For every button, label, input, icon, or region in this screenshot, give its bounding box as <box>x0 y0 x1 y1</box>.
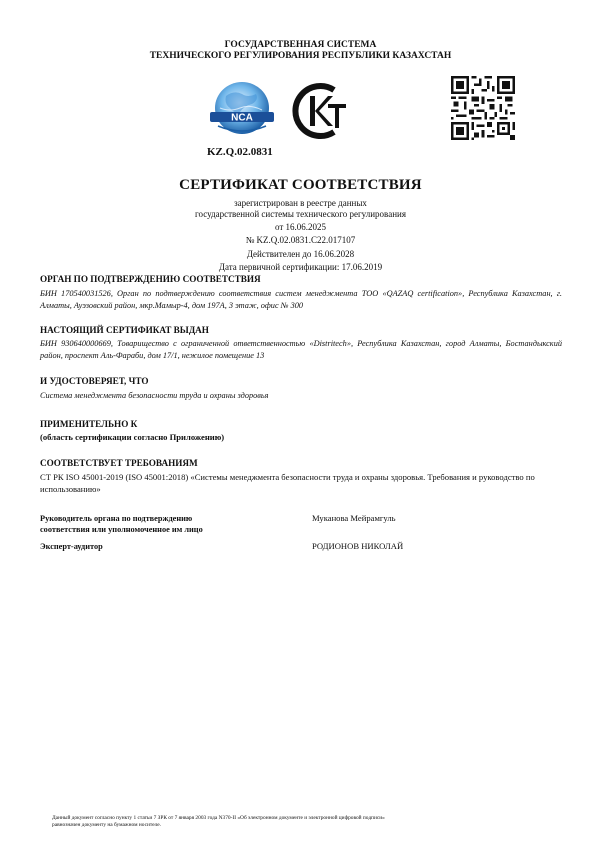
section-heading-issued: НАСТОЯЩИЙ СЕРТИФИКАТ ВЫДАН <box>40 325 209 335</box>
section-subheading-applies: (область сертификации согласно Приложению) <box>40 432 225 442</box>
section-text-certifies: Система менеджмента безопасности труда и охраны здоровья <box>40 391 269 400</box>
signature-expert-name: РОДИОНОВ НИКОЛАЙ <box>312 541 404 551</box>
nca-logo <box>206 78 278 140</box>
signature-expert-label: Эксперт-аудитор <box>40 542 103 551</box>
registration-line-1: зарегистрирован в реестре данных <box>234 198 367 208</box>
footer-line-1: Данный документ согласно пункту 1 статьи 7 ЗРК от 7 января 2003 года N370-II «Об электронном документе и электронной цифровой подписи» <box>52 815 385 821</box>
footer-line-2: равнозначен документу на бумажном носителе. <box>52 822 162 828</box>
section-heading-body: ОРГАН ПО ПОДТВЕРЖДЕНИЮ СООТВЕТСТВИЯ <box>40 274 261 284</box>
certificate-title: СЕРТИФИКАТ СООТВЕТСТВИЯ <box>179 177 422 193</box>
section-heading-certifies: И УДОСТОВЕРЯЕТ, ЧТО <box>40 376 149 386</box>
header-line-1: ГОСУДАРСТВЕННАЯ СИСТЕМА <box>224 40 377 50</box>
signature-head-label <box>40 513 300 535</box>
kt-mark <box>290 82 350 140</box>
signature-head-name: Муканова Мейрамгуль <box>312 513 396 523</box>
section-text-complies: СТ РК ISO 45001-2019 (ISO 45001:2018) «Системы менеджмента безопасности труда и охраны здоровья. Требования и руководство по использованию» <box>40 472 535 494</box>
qr-code <box>451 76 515 140</box>
nca-logo-text: NCA <box>231 112 253 124</box>
section-heading-applies: ПРИМЕНИТЕЛЬНО К <box>40 419 138 429</box>
valid-until: Действителен до 16.06.2028 <box>246 249 355 259</box>
signature-head-label-line-2: соответствия или уполномоченное им лицо <box>40 525 203 534</box>
first-certification-date: Дата первичной сертификации: 17.06.2019 <box>218 262 383 272</box>
section-heading-complies: СООТВЕТСТВУЕТ ТРЕБОВАНИЯМ <box>40 458 198 468</box>
cert-number-top: KZ.Q.02.0831 <box>207 146 273 158</box>
qr-code-icon <box>451 76 515 140</box>
registration-number: № KZ.Q.02.0831.C22.017107 <box>245 235 356 245</box>
signature-head-label-line-1: Руководитель органа по подтверждению <box>40 514 193 523</box>
registration-date: от 16.06.2025 <box>274 222 327 232</box>
registration-line-2: государственной системы технического регулирования <box>195 209 406 219</box>
globe-logo-icon <box>206 78 278 140</box>
kt-conformity-mark-icon <box>290 82 350 140</box>
footer-note <box>52 815 562 829</box>
section-text-body: БИН 170540031526, Орган по подтверждению соответствия систем менеджмента ТОО «QAZAQ certification», Республика Казахстан, г. Алматы, Ауэзовский район, мкр.Мамыр-4, дом 197А, 3 этаж, офис № 300 <box>40 289 562 310</box>
section-text-issued: БИН 930640000669, Товарищество с ограниченной ответственностью «Distritech», Республика Казахстан, город Алматы, Бостандыкский район, проспект Аль-Фараби, дом 17/1, нежилое помещение 13 <box>40 339 562 360</box>
header-line-2: ТЕХНИЧЕСКОГО РЕГУЛИРОВАНИЯ РЕСПУБЛИКИ КАЗАХСТАН <box>149 51 452 61</box>
